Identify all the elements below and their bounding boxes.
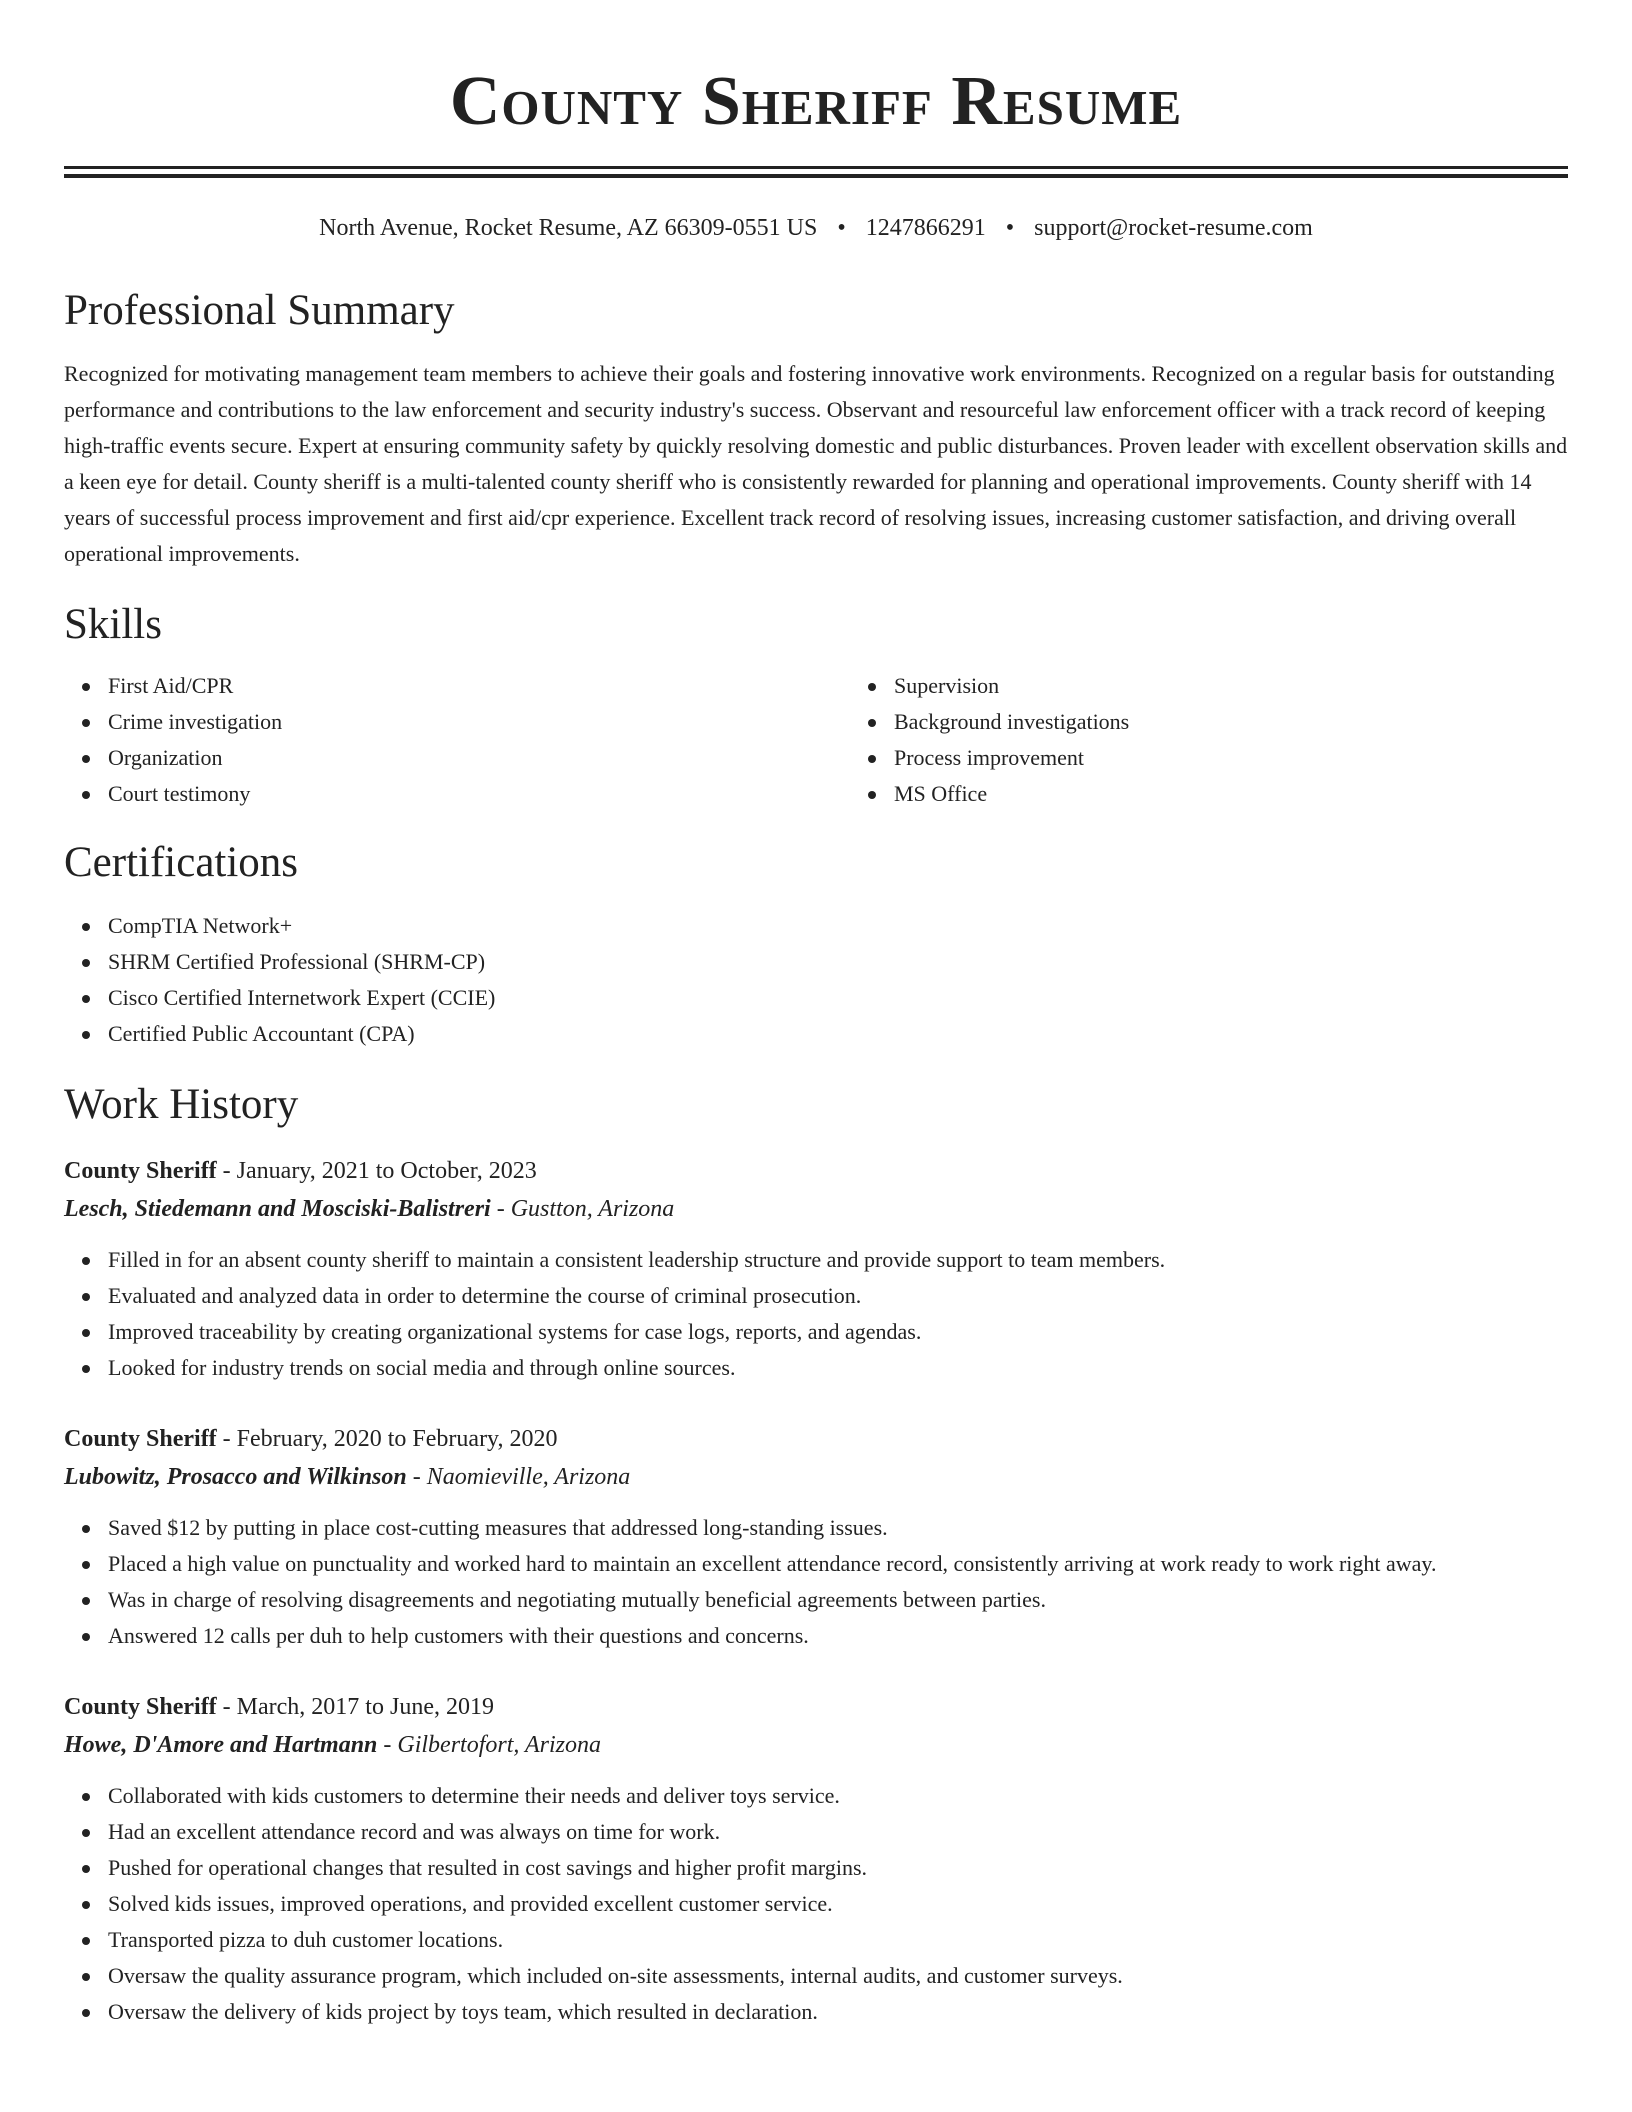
company-location: Gilbertofort, Arizona bbox=[397, 1732, 601, 1758]
job-title: County Sheriff bbox=[64, 1694, 217, 1720]
company-name: Lubowitz, Prosacco and Wilkinson bbox=[64, 1464, 407, 1490]
skill-item: Organization bbox=[108, 740, 850, 776]
job-bullet: Oversaw the quality assurance program, which included on-site assessments, internal audits, and customer surveys. bbox=[108, 1958, 1568, 1994]
certification-item: Cisco Certified Internetwork Expert (CCIE) bbox=[108, 980, 1568, 1016]
skill-item: Court testimony bbox=[108, 776, 850, 812]
skills-list-right bbox=[850, 668, 1632, 812]
skill-item: First Aid/CPR bbox=[108, 668, 850, 704]
job-entry bbox=[64, 1420, 1568, 1654]
job-entry bbox=[64, 1688, 1568, 2030]
job-bullet: Had an excellent attendance record and was always on time for work. bbox=[108, 1814, 1568, 1850]
skill-item: Crime investigation bbox=[108, 704, 850, 740]
job-bullet: Looked for industry trends on social media and through online sources. bbox=[108, 1350, 1568, 1386]
company-line bbox=[64, 1190, 1568, 1228]
summary-section bbox=[64, 284, 1568, 572]
certification-item: Certified Public Accountant (CPA) bbox=[108, 1016, 1568, 1052]
job-dates: February, 2020 to February, 2020 bbox=[236, 1426, 558, 1452]
contact-separator: • bbox=[837, 215, 846, 241]
company-name: Lesch, Stiedemann and Mosciski-Balistreri bbox=[64, 1196, 491, 1222]
job-dash: - bbox=[222, 1426, 231, 1452]
summary-heading: Professional Summary bbox=[64, 287, 455, 334]
certifications-heading: Certifications bbox=[64, 839, 299, 886]
job-bullet: Answered 12 calls per duh to help customers with their questions and concerns. bbox=[108, 1618, 1568, 1654]
work-history-section bbox=[64, 1078, 1568, 2030]
skills-list-left bbox=[64, 668, 850, 812]
job-bullet: Evaluated and analyzed data in order to determine the course of criminal prosecution. bbox=[108, 1278, 1568, 1314]
skill-item: Process improvement bbox=[894, 740, 1632, 776]
skill-item: Background investigations bbox=[894, 704, 1632, 740]
contact-line bbox=[64, 212, 1568, 244]
contact-phone: 1247866291 bbox=[865, 215, 986, 241]
job-bullet: Improved traceability by creating organizational systems for case logs, reports, and agendas. bbox=[108, 1314, 1568, 1350]
job-title-line bbox=[64, 1152, 1568, 1190]
company-location: Naomieville, Arizona bbox=[426, 1464, 631, 1490]
resume-page bbox=[64, 0, 1568, 2030]
skills-section bbox=[64, 598, 1568, 812]
job-bullet: Placed a high value on punctuality and worked hard to maintain an excellent attendance record, consistently arriving at work ready to work right away. bbox=[108, 1546, 1568, 1582]
job-title-line bbox=[64, 1420, 1568, 1458]
contact-separator: • bbox=[1005, 215, 1015, 241]
certifications-list bbox=[64, 908, 1568, 1052]
job-dates: January, 2021 to October, 2023 bbox=[236, 1158, 537, 1184]
job-dash: - bbox=[222, 1694, 231, 1720]
skills-columns bbox=[64, 668, 1568, 812]
resume-title: County Sheriff Resume bbox=[449, 63, 1183, 140]
job-title: County Sheriff bbox=[64, 1158, 217, 1184]
job-bullet: Collaborated with kids customers to determine their needs and deliver toys service. bbox=[108, 1778, 1568, 1814]
company-location: Gustton, Arizona bbox=[510, 1196, 675, 1222]
job-bullet: Oversaw the delivery of kids project by toys team, which resulted in declaration. bbox=[108, 1994, 1568, 2030]
job-bullets bbox=[64, 1510, 1568, 1654]
company-dash: - bbox=[412, 1464, 421, 1490]
contact-email: support@rocket-resume.com bbox=[1034, 215, 1313, 241]
job-dash: - bbox=[222, 1158, 231, 1184]
company-dash: - bbox=[383, 1732, 392, 1758]
contact-address: North Avenue, Rocket Resume, AZ 66309-0551 US bbox=[319, 215, 818, 241]
work-history-heading: Work History bbox=[64, 1081, 299, 1128]
company-name: Howe, D'Amore and Hartmann bbox=[64, 1732, 378, 1758]
company-dash: - bbox=[496, 1196, 505, 1222]
job-title: County Sheriff bbox=[64, 1426, 217, 1452]
job-bullet: Filled in for an absent county sheriff to maintain a consistent leadership structure and provide support to team members. bbox=[108, 1242, 1568, 1278]
job-entry bbox=[64, 1152, 1568, 1386]
job-bullet: Solved kids issues, improved operations, and provided excellent customer service. bbox=[108, 1886, 1568, 1922]
job-bullet: Pushed for operational changes that resulted in cost savings and higher profit margins. bbox=[108, 1850, 1568, 1886]
skills-heading: Skills bbox=[64, 601, 162, 648]
job-bullets bbox=[64, 1242, 1568, 1386]
job-title-line bbox=[64, 1688, 1568, 1726]
job-dates: March, 2017 to June, 2019 bbox=[236, 1694, 494, 1720]
job-bullet: Saved $12 by putting in place cost-cutting measures that addressed long-standing issues. bbox=[108, 1510, 1568, 1546]
summary-text: Recognized for motivating management team members to achieve their goals and fostering innovative work environments. Recognized on a regular basis for outstanding performance and contributions to the law enforcement and security industry's success. Observant and resourceful law enforcement officer with a track record of keeping high-traffic events secure. Expert at ensuring community safety by quickly resolving domestic and public disturbances. Proven leader with excellent observation skills and a keen eye for detail. County sheriff is a multi-talented county sheriff who is consistently rewarded for planning and operational improvements. County sheriff with 14 years of successful process improvement and first aid/cpr experience. Excellent track record of resolving issues, increasing customer satisfaction, and driving overall operational improvements. bbox=[64, 361, 1568, 566]
title-rule-thin bbox=[64, 166, 1568, 169]
job-bullet: Transported pizza to duh customer locations. bbox=[108, 1922, 1568, 1958]
certifications-section bbox=[64, 836, 1568, 1052]
skill-item: MS Office bbox=[894, 776, 1632, 812]
skill-item: Supervision bbox=[894, 668, 1632, 704]
title-rule-thick bbox=[64, 174, 1568, 178]
company-line bbox=[64, 1458, 1568, 1496]
job-bullets bbox=[64, 1778, 1568, 2030]
certification-item: SHRM Certified Professional (SHRM-CP) bbox=[108, 944, 1568, 980]
certification-item: CompTIA Network+ bbox=[108, 908, 1568, 944]
job-bullet: Was in charge of resolving disagreements and negotiating mutually beneficial agreements between parties. bbox=[108, 1582, 1568, 1618]
company-line bbox=[64, 1726, 1568, 1764]
